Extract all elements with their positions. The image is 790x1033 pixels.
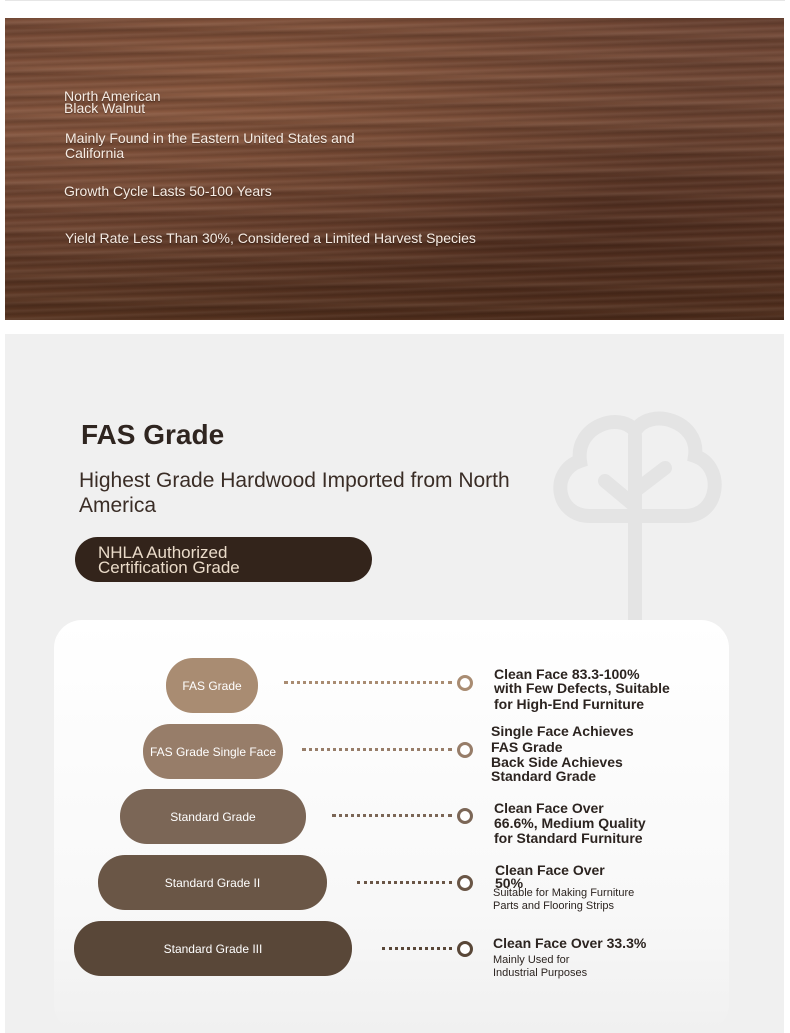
tree-icon [535, 396, 735, 626]
grade-desc-standard-iii [493, 936, 646, 951]
connector-ring [457, 875, 473, 891]
connector-ring [457, 675, 473, 691]
badge-line2: Certification Grade [98, 558, 240, 577]
connector-dots [357, 881, 452, 884]
desc-line: Clean Face Over 33.3% [493, 935, 647, 951]
desc-line: Clean Face 83.3-100% [494, 666, 640, 682]
note-line: Suitable for Making Furniture [493, 887, 635, 899]
grade-pill-fas: FAS Grade [166, 658, 258, 713]
hero-growth-cycle: Growth Cycle Lasts 50-100 Years [64, 183, 272, 199]
grade-pill-fas-single-face: FAS Grade Single Face [143, 724, 283, 779]
grade-note-standard-iii [493, 954, 587, 980]
hero-origin-line1: Mainly Found in the Eastern United States and [65, 130, 355, 146]
desc-line: for Standard Furniture [494, 830, 643, 846]
connector-ring [457, 941, 473, 957]
grade-note-standard-ii [493, 887, 634, 913]
note-line: Parts and Flooring Strips [493, 900, 615, 912]
connector-dots [302, 748, 452, 751]
connector-dots [332, 814, 452, 817]
walnut-hero-banner [5, 18, 784, 320]
grade-pill-standard: Standard Grade [120, 789, 306, 844]
hero-species-line2: Black Walnut [64, 100, 146, 116]
desc-line: 66.6%, Medium Quality [494, 815, 646, 831]
badge-line1: NHLA Authorized [98, 543, 228, 562]
certification-badge [75, 537, 372, 582]
note-line: Mainly Used for [493, 954, 570, 966]
connector-dots [284, 681, 452, 684]
page-subtitle: Highest Grade Hardwood Imported from North America [79, 469, 510, 517]
hero-species-line1: North American [64, 88, 161, 104]
grade-desc-standard [494, 801, 646, 846]
page-title: FAS Grade [81, 419, 225, 450]
grade-pill-standard-iii: Standard Grade III [74, 921, 352, 976]
desc-line: Clean Face Over [494, 800, 604, 816]
fas-grade-panel [5, 334, 784, 1033]
certification-badge-label [98, 545, 358, 575]
hero-species-name [64, 89, 160, 116]
grade-pill-standard-ii: Standard Grade II [98, 855, 327, 910]
desc-line: FAS Grade [491, 739, 563, 755]
connector-dots [382, 947, 452, 950]
desc-line: Back Side Achieves [491, 754, 623, 770]
grade-desc-fas [494, 667, 670, 712]
grade-pyramid-card [54, 620, 729, 1033]
grade-desc-fas-single-face [491, 724, 634, 784]
desc-line: for High-End Furniture [494, 696, 645, 712]
desc-line: with Few Defects, Suitable [494, 680, 670, 696]
desc-line: Single Face Achieves [491, 723, 634, 739]
desc-line: Standard Grade [491, 768, 597, 784]
connector-ring [457, 742, 473, 758]
desc-line: 50% [495, 875, 524, 891]
hero-yield-rate: Yield Rate Less Than 30%, Considered a Limited Harvest Species [65, 230, 476, 246]
desc-line: Clean Face Over [495, 862, 605, 878]
connector-ring [457, 808, 473, 824]
hero-origin [65, 131, 355, 161]
top-divider [5, 0, 785, 1]
note-line: Industrial Purposes [493, 967, 588, 979]
hero-origin-line2: California [65, 145, 125, 161]
